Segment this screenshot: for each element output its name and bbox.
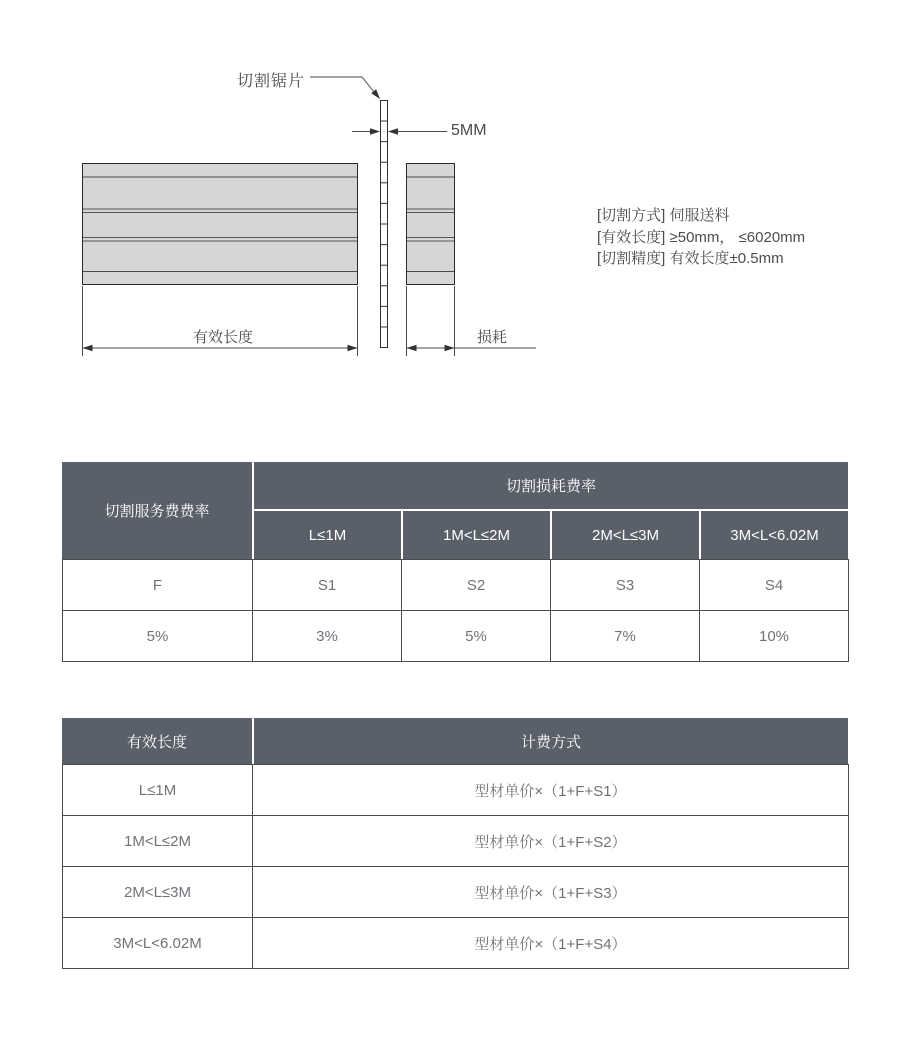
billing-table-header	[62, 718, 848, 764]
spec-line-precision: [切割精度] 有效长度±0.5mm	[597, 250, 784, 267]
blade-leader-arrow-icon	[310, 77, 380, 99]
cutting-spec-block	[597, 205, 805, 270]
fee-rate-table	[62, 462, 848, 662]
length-range-cell: 3M<L<6.02M	[63, 918, 253, 969]
table-row	[63, 918, 849, 969]
service-fee-header-cell: 切割服务费费率	[62, 462, 252, 559]
fee-symbol-cell: S2	[402, 560, 551, 611]
range-header-cell: 3M<L<6.02M	[699, 511, 848, 559]
fee-rate-table-header	[62, 462, 848, 559]
billing-method-table	[62, 718, 848, 969]
fee-symbol-cell: S4	[700, 560, 849, 611]
fee-symbol-cell: S1	[253, 560, 402, 611]
formula-cell: 型材单价×（1+F+S4）	[253, 918, 849, 969]
formula-cell: 型材单价×（1+F+S3）	[253, 867, 849, 918]
fee-symbol-cell: F	[63, 560, 253, 611]
loss-piece-bar	[407, 164, 455, 285]
loss-label: 损耗	[477, 329, 508, 346]
billing-header-cell: 计费方式	[252, 718, 848, 764]
length-range-cell: 1M<L≤2M	[63, 816, 253, 867]
table-row	[63, 816, 849, 867]
range-header-cell: 2M<L≤3M	[550, 511, 699, 559]
formula-cell: 型材单价×（1+F+S1）	[253, 765, 849, 816]
blade-width-dimension	[352, 128, 447, 134]
cutting-diagram	[0, 0, 910, 420]
range-header-cell: 1M<L≤2M	[401, 511, 550, 559]
range-header-cell: L≤1M	[254, 511, 401, 559]
table-row	[63, 765, 849, 816]
main-profile-bar	[83, 164, 358, 285]
effective-length-label: 有效长度	[192, 329, 253, 346]
blade-width-label: 5MM	[451, 122, 487, 139]
table-row	[63, 560, 849, 611]
loss-fee-header-cell: 切割损耗费率	[254, 462, 848, 509]
length-range-cell: 2M<L≤3M	[63, 867, 253, 918]
spec-line-length: [有效长度] ≥50mm， ≤6020mm	[597, 228, 806, 246]
fee-rate-cell: 5%	[402, 611, 551, 662]
length-header-cell: 有效长度	[62, 718, 252, 764]
fee-rate-cell: 3%	[253, 611, 402, 662]
fee-rate-table-body	[62, 559, 849, 662]
fee-rate-cell: 5%	[63, 611, 253, 662]
loss-dimension	[407, 345, 537, 351]
fee-rate-cell: 10%	[700, 611, 849, 662]
billing-table-body	[62, 764, 849, 969]
spec-line-cut-method: [切割方式] 伺服送料	[597, 207, 730, 224]
fee-symbol-cell: S3	[551, 560, 700, 611]
length-range-cell: L≤1M	[63, 765, 253, 816]
formula-cell: 型材单价×（1+F+S2）	[253, 816, 849, 867]
table-row	[63, 611, 849, 662]
fee-rate-cell: 7%	[551, 611, 700, 662]
saw-blade-label: 切割锯片	[237, 73, 306, 90]
table-row	[63, 867, 849, 918]
saw-blade	[381, 101, 388, 348]
